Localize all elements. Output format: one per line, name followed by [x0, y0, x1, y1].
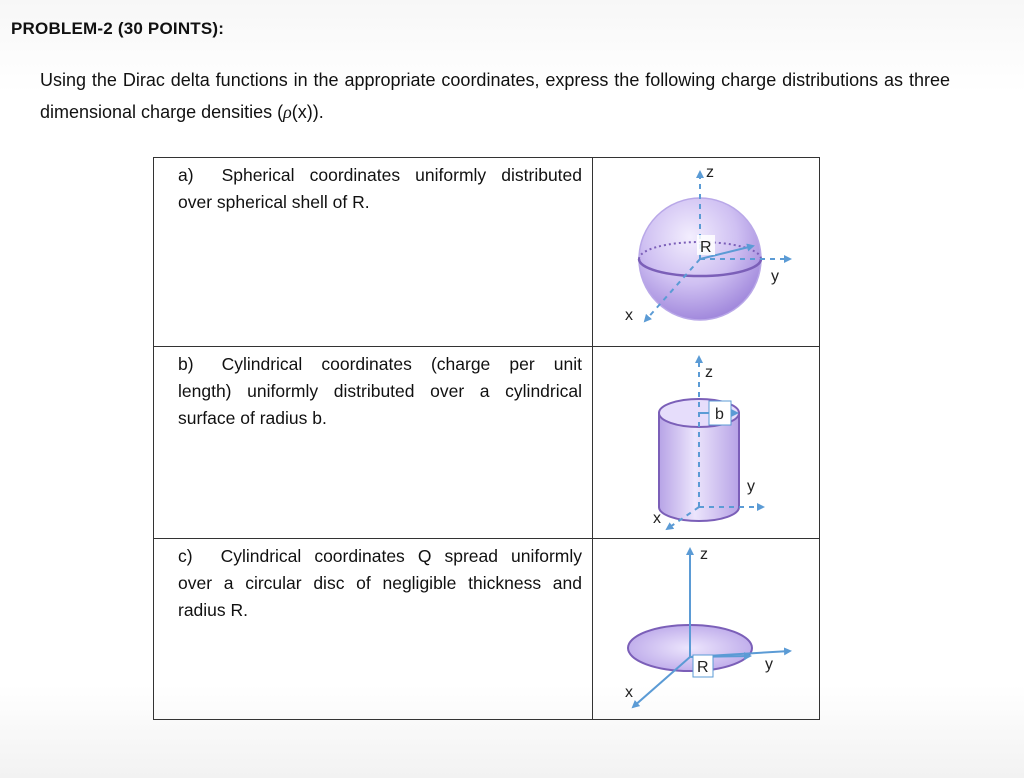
x-axis-label: x [625, 684, 633, 701]
y-axis-label: y [747, 478, 755, 495]
intro-text: Using the Dirac delta functions in the appropriate coordinates, express the following charge distributions as three dimensional charge densities ( [40, 70, 950, 122]
part-a-text: Spherical coordinates uniformly distributed over spherical shell of R. [178, 165, 582, 212]
sphere-diagram [593, 158, 819, 346]
part-b-text: Cylindrical coordinates (charge per unit length) uniformly distributed over a cylindrical surface of radius b. [178, 354, 582, 428]
radius-label: b [715, 406, 724, 423]
table-row [154, 539, 820, 720]
problem-heading: PROBLEM-2 (30 POINTS): [11, 19, 225, 38]
part-a-text-cell [154, 158, 593, 347]
table-row [154, 347, 820, 539]
table-row [154, 158, 820, 347]
part-c-label: c) [178, 546, 193, 566]
z-axis-label: z [706, 164, 714, 181]
y-axis-label: y [771, 268, 779, 285]
part-c-text: Cylindrical coordinates Q spread uniformly over a circular disc of negligible thickness and radius R. [178, 546, 582, 620]
disc-diagram [593, 539, 819, 719]
z-axis-label: z [700, 546, 708, 563]
part-b-label: b) [178, 354, 194, 374]
problem-table [153, 157, 820, 720]
part-b-figure-cell [593, 347, 820, 539]
radius-label: R [700, 239, 712, 256]
part-a-figure-cell [593, 158, 820, 347]
part-b-text-cell [154, 347, 593, 539]
part-c-text-cell [154, 539, 593, 720]
part-a-label: a) [178, 165, 194, 185]
problem-intro [40, 64, 950, 128]
rho-symbol: ρ [283, 102, 292, 122]
radius-label: R [697, 659, 709, 676]
z-axis-label: z [705, 364, 713, 381]
x-axis-label: x [653, 510, 661, 527]
intro-text-end: (x)). [291, 102, 324, 122]
part-c-figure-cell [593, 539, 820, 720]
y-axis-label: y [765, 656, 773, 673]
cylinder-diagram [593, 347, 819, 538]
x-axis-label: x [625, 307, 633, 324]
